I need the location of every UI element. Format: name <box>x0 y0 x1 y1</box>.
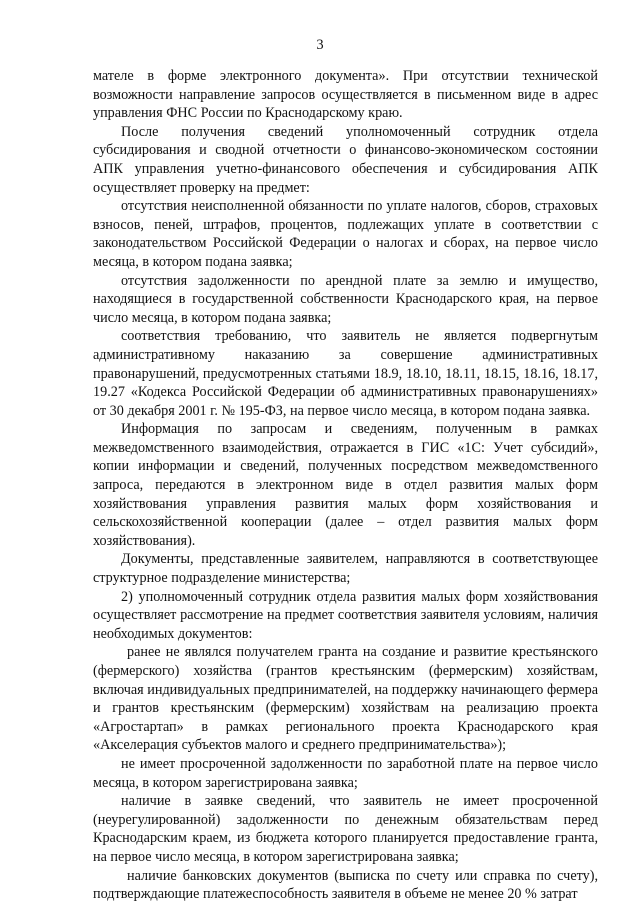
document-body <box>93 67 598 904</box>
paragraph-continuation: мателе в форме электронного документа». При отсутствии технической возможности направление запросов осуществляется в письменном виде в адрес управления ФНС России по Краснодарскому краю. <box>93 68 598 122</box>
paragraph-item-2: 2) уполномоченный сотрудник отдела развития малых форм хозяйствования осуществляет рассмотрение на предмет соответствия заявителя условиям, наличия необходимых документов: <box>93 588 598 642</box>
paragraph-submitted-documents: Документы, представленные заявителем, направляются в соответствующее структурное подразделение министерства; <box>93 551 598 587</box>
paragraph-tax-obligations: отсутствия неисполненной обязанности по уплате налогов, сборов, страховых взносов, пеней, штрафов, процентов, подлежащих уплате в соответствии с законодательством Российской Федерации о налогах и сборах, на первое число месяца, в котором подана заявка; <box>93 198 598 270</box>
page-number: 3 <box>316 37 324 53</box>
paragraph-wage-debt: не имеет просроченной задолженности по заработной плате на первое число месяца, в котором зарегистрирована заявка; <box>93 755 598 791</box>
paragraph-monetary-obligations: наличие в заявке сведений, что заявитель не имеет просроченной (неурегулированной) задолженности по денежным обязательствам перед Краснодарским краем, из бюджета которого планируется предоставление гранта, на первое число месяца, в котором зарегистрирована заявка; <box>93 793 598 865</box>
paragraph-bank-documents: наличие банковских документов (выписка по счету или справка по счету), подтверждающие платежеспособность заявителя в объеме не менее 20 % затрат <box>93 867 598 903</box>
paragraph-grant-history: ранее не являлся получателем гранта на создание и развитие крестьянского (фермерского) хозяйства (грантов крестьянским (фермерским) хозяйствам, включая индивидуальных предпринимателей, на поддержку начинающего фермера и грантов крестьянским (фермерским) хозяйствам на реализацию проекта «Агростартап» в рамках регионального проекта Краснодарского края «Акселерация субъектов малого и среднего предпринимательства»); <box>93 644 598 754</box>
paragraph-interagency-info: Информация по запросам и сведениям, полученным в рамках межведомственного взаимодействия, отражается в ГИС «1С: Учет субсидий», копии информации и сведений, полученных посредством межведомственного запроса, передаются в электронном виде в отдел развития малых форм хозяйствования управления развития малых форм хозяйствования и сельскохозяйственной кооперации (далее – отдел развития малых форм хозяйствования). <box>93 421 598 549</box>
paragraph-rent-debt: отсутствия задолженности по арендной плате за землю и имущество, находящиеся в государственной собственности Краснодарского края, на первое число месяца, в котором подана заявка; <box>93 272 598 326</box>
paragraph-administrative-penalty: соответствия требованию, что заявитель не является подвергнутым административному наказанию за совершение административных правонарушений, предусмотренных статьями 18.9, 18.10, 18.11, 18.15, 18.16, 18.17, 19.27 «Кодекса Российской Федерации об административных правонарушениях» от 30 декабря 2001 г. № 195-ФЗ, на первое число месяца, в котором подана заявка. <box>93 328 598 419</box>
paragraph-verification-intro: После получения сведений уполномоченный сотрудник отдела субсидирования и сводной отчетности о финансово-экономическом состоянии АПК управления учетно-финансового обеспечения и субсидирования АПК осуществляет проверку на предмет: <box>93 123 598 196</box>
